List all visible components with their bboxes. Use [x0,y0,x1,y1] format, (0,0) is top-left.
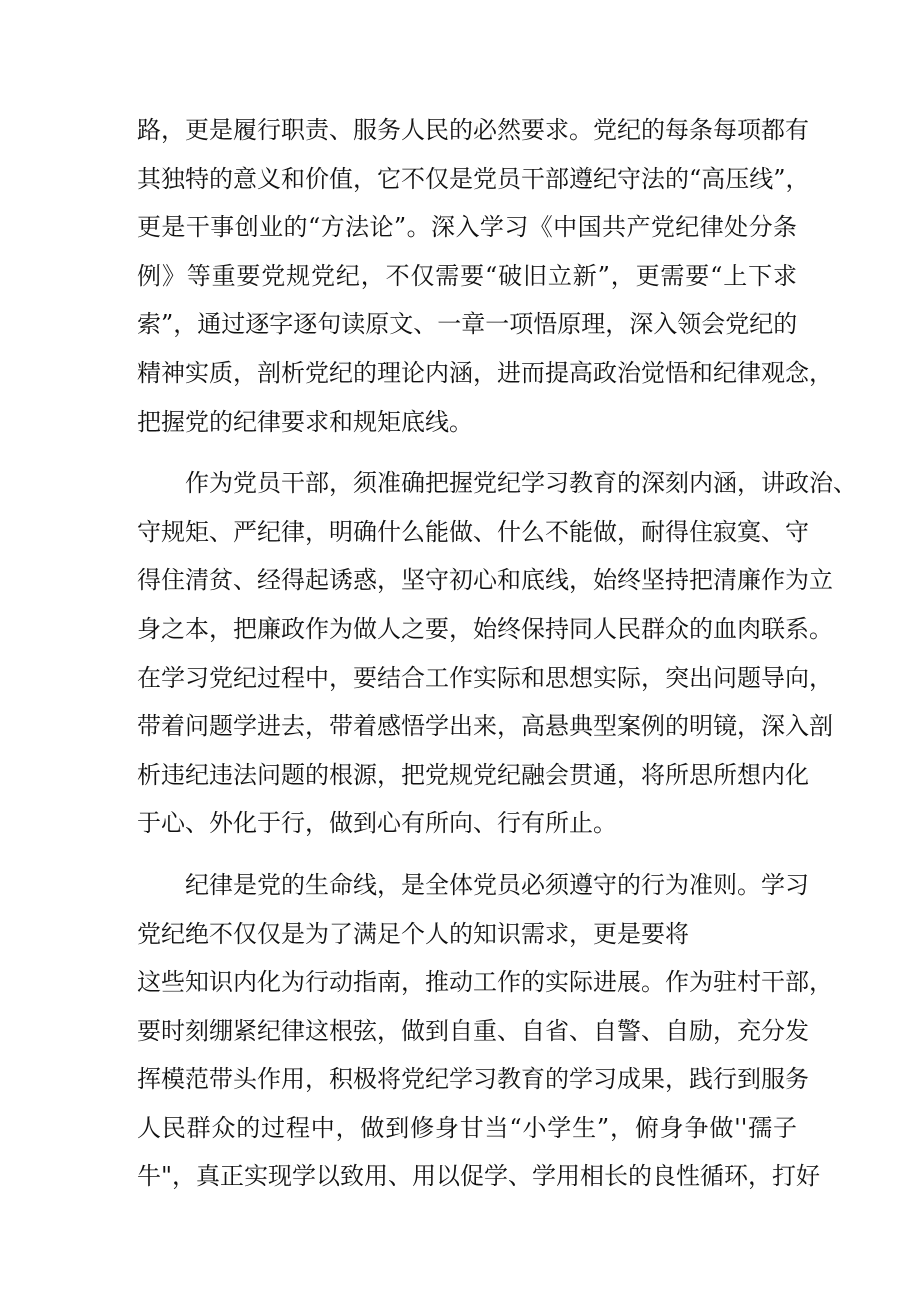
paragraph-line: 守规矩、严纪律，明确什么能做、什么不能做，耐得住寂寞、守 [137,517,809,546]
paragraph-line: 身之本，把廉政作为做人之要，始终保持同人民群众的血肉联系。 [137,614,833,643]
paragraph-line: 精神实质，剖析党纪的理论内涵，进而提高政治觉悟和纪律观念， [137,358,833,387]
paragraph-line: 析违纪违法问题的根源，把党规党纪融会贯通，将所思所想内化 [137,760,809,789]
paragraph-line: 人民群众的过程中，做到修身甘当“小学生”，俯身争做''孺子 [137,1113,797,1142]
paragraph-1 [137,106,833,446]
paragraph-line: 于心、外化于行，做到心有所向、行有所止。 [137,809,617,838]
document-body [137,106,857,1201]
paragraph-line: 例》等重要党规党纪，不仅需要“破旧立新”，更需要“上下求 [137,261,797,290]
paragraph-gap [137,848,797,861]
paragraph-line: 这些知识内化为行动指南，推动工作的实际进展。作为驻村干部， [137,968,833,997]
paragraph-line: 纪律是党的生命线，是全体党员必须遵守的行为准则。学习 [185,870,809,899]
paragraph-line: 把握党的纪律要求和规矩底线。 [137,407,473,436]
paragraph-line: 其独特的意义和价值，它不仅是党员干部遵纪守法的“高压线”， [137,164,810,193]
paragraph-line: 党纪绝不仅仅是为了满足个人的知识需求，更是要将 [137,919,689,948]
paragraph-line: 牛"，真正实现学以致用、用以促学、学用相长的良性循环，打好 [137,1162,821,1191]
paragraph-line: 在学习党纪过程中，要结合工作实际和思想实际，突出问题导向， [137,663,833,692]
paragraph-line: 作为党员干部，须准确把握党纪学习教育的深刻内涵，讲政治、 [185,469,857,498]
paragraph-line: 带着问题学进去，带着感悟学出来，高悬典型案例的明镜，深入剖 [137,712,833,741]
paragraph-gap [137,446,797,459]
paragraph-line: 要时刻绷紧纪律这根弦，做到自重、自省、自警、自励，充分发 [137,1016,809,1045]
paragraph-line: 挥模范带头作用，积极将党纪学习教育的学习成果，践行到服务 [137,1065,809,1094]
paragraph-2 [137,459,857,848]
paragraph-3 [137,861,833,1201]
paragraph-line: 索”，通过逐字逐句读原文、一章一项悟原理，深入领会党纪的 [137,310,798,339]
paragraph-line: 路，更是履行职责、服务人民的必然要求。党纪的每条每项都有 [137,116,809,144]
paragraph-line: 更是干事创业的“方法论”。深入学习《中国共产党纪律处分条 [137,213,797,242]
paragraph-line: 得住清贫、经得起诱惑，坚守初心和底线，始终坚持把清廉作为立 [137,566,833,595]
